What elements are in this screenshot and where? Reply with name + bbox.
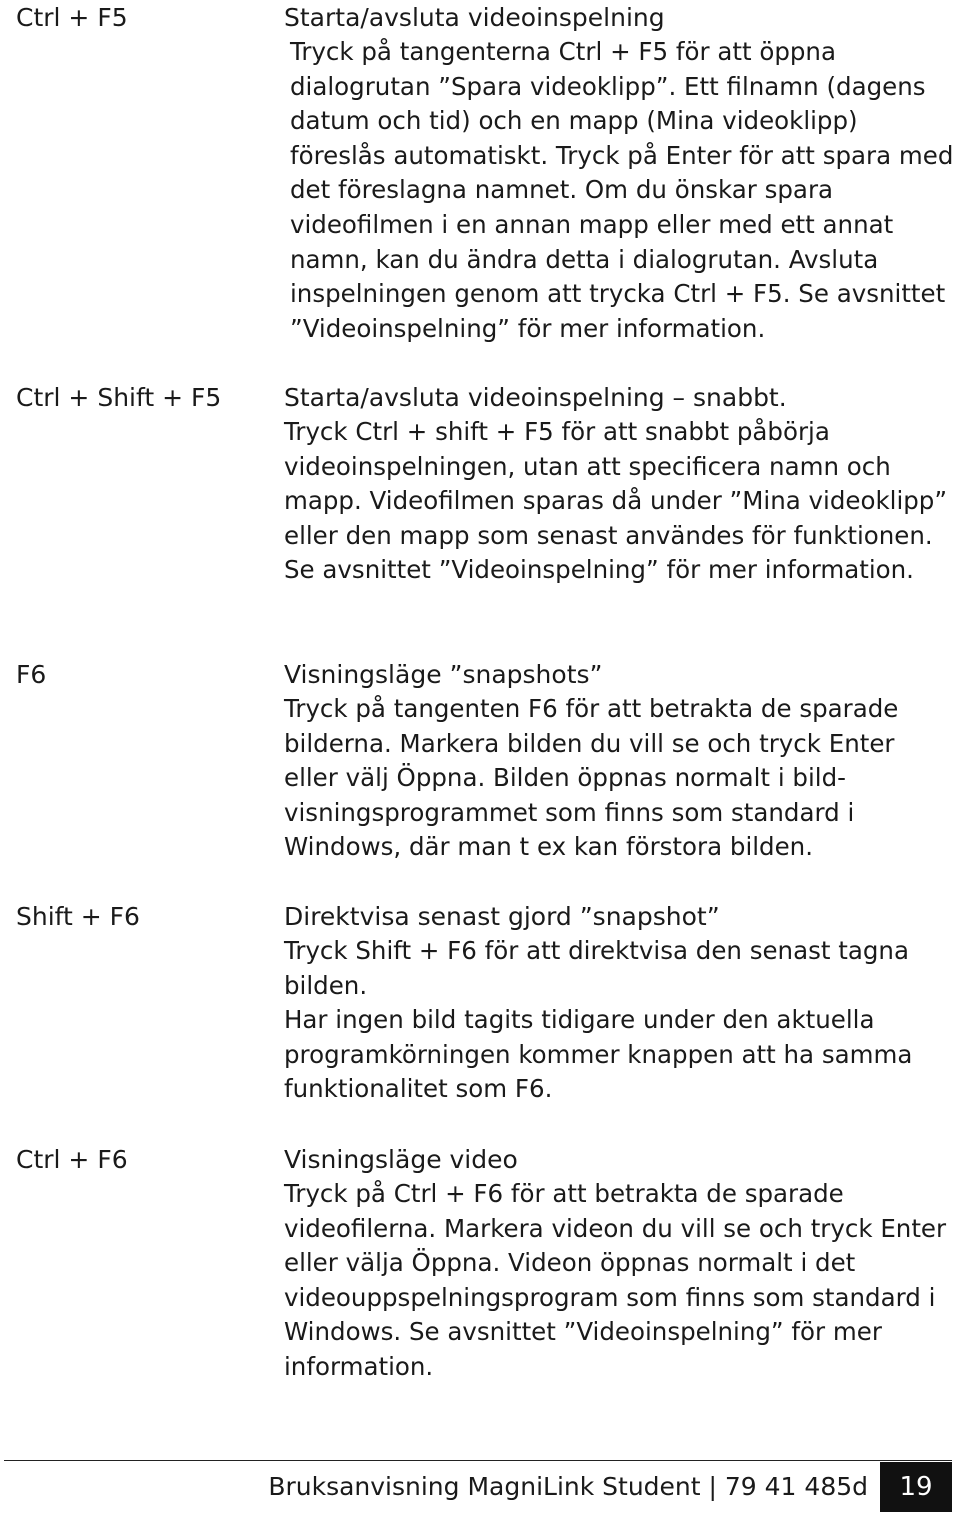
shortcut-title: Direktvisa senast gjord ”snapshot” — [284, 902, 720, 931]
shortcut-key: F6 — [16, 660, 47, 689]
footer-document-title: Bruksanvisning MagniLink Student | 79 41 485d — [268, 1472, 868, 1501]
shortcut-description — [284, 899, 956, 1107]
shortcut-description — [284, 1142, 956, 1385]
shortcut-body — [284, 1177, 956, 1385]
page-number-badge: 19 — [880, 1462, 952, 1512]
shortcut-body — [284, 692, 956, 865]
shortcut-description — [284, 380, 956, 588]
shortcut-description — [284, 0, 956, 346]
shortcut-key: Ctrl + Shift + F5 — [16, 383, 222, 412]
body-paragraph: Tryck Ctrl + shift + F5 för att snabbt påbörja videoinspelningen, utan att specificera namn och mapp. Videofilmen sparas då under ”Mina videoklipp” eller den mapp som senast användes för funktionen. Se avsnittet ”Videoinspelning” för mer information. — [284, 417, 948, 585]
shortcut-title: Visningsläge ”snapshots” — [284, 660, 603, 689]
footer-divider — [4, 1460, 952, 1461]
body-paragraph: Tryck på Ctrl + F6 för att betrakta de sparade videofilerna. Markera videon du vill se och tryck Enter eller välja Öppna. Videon öppnas normalt i det videouppspelningsprogram som finns som standard i Windows. Se avsnittet ”Videoinspelning” för mer information. — [284, 1179, 947, 1381]
shortcut-description — [284, 657, 956, 865]
body-paragraph: Tryck Shift + F6 för att direktvisa den senast tagna bilden. — [284, 936, 909, 1000]
body-paragraph: Har ingen bild tagits tidigare under den aktuella programkörningen kommer knappen att ha samma funktionalitet som F6. — [284, 1005, 913, 1104]
shortcut-body — [284, 934, 956, 1107]
shortcut-title: Starta/avsluta videoinspelning — [284, 3, 665, 32]
shortcut-body — [284, 35, 956, 346]
shortcut-title: Visningsläge video — [284, 1145, 518, 1174]
shortcut-body — [284, 415, 956, 588]
shortcut-title: Starta/avsluta videoinspelning – snabbt. — [284, 383, 787, 412]
body-paragraph: Tryck på tangenterna Ctrl + F5 för att öppna dialogrutan ”Spara videoklipp”. Ett filnamn (dagens datum och tid) och en mapp (Mina videoklipp) föreslås automatiskt. Tryck på Enter för att spara med det föreslagna namnet. Om du önskar spara videofilmen i en annan mapp eller med ett annat namn, kan du ändra detta i dialogrutan. Avsluta inspelningen genom att trycka Ctrl + F5. Se avsnittet ”Videoinspelning” för mer information. — [290, 37, 954, 343]
body-paragraph: Tryck på tangenten F6 för att betrakta de sparade bilderna. Markera bilden du vill se och tryck Enter eller välj Öppna. Bilden öppnas normalt i bild-visningsprogrammet som finns som standard i Windows, där man t ex kan förstora bilden. — [284, 694, 899, 862]
shortcut-key: Ctrl + F5 — [16, 3, 128, 32]
shortcut-key: Shift + F6 — [16, 902, 140, 931]
shortcut-key: Ctrl + F6 — [16, 1145, 128, 1174]
